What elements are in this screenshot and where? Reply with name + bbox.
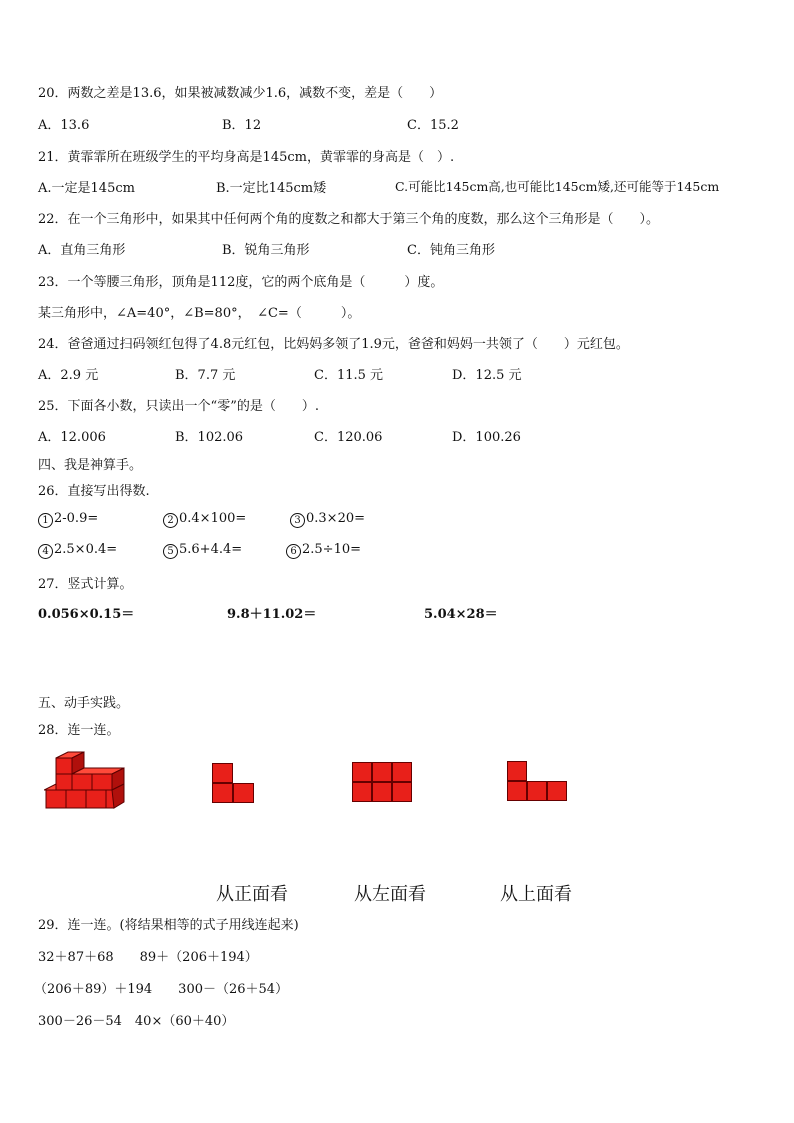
circled-number-4: 4 <box>38 544 53 559</box>
shape3-cube <box>527 781 547 801</box>
q21-option-c: C.可能比145cm高,也可能比145cm矮,还可能等于145cm <box>395 179 720 194</box>
q26-item-3 <box>290 511 365 528</box>
q26-item-2 <box>163 511 246 528</box>
cube-solid-figure <box>44 750 128 812</box>
circled-number-6: 6 <box>286 544 301 559</box>
q28-text: 28．连一连。 <box>38 723 120 738</box>
q26-item-6 <box>286 542 361 559</box>
q24-option-d: D．12.5 元 <box>452 368 522 383</box>
shape2-cube <box>352 762 372 782</box>
q26-expr-2: 0.4×100= <box>179 511 247 526</box>
q26-expr-4: 2.5×0.4= <box>54 542 118 557</box>
q24-option-c: C．11.5 元 <box>314 368 384 383</box>
q27-item-3: 5.04×28＝ <box>424 607 498 622</box>
q20-text: 20．两数之差是13.6，如果被减数减少1.6，减数不变，差是（ ） <box>38 86 443 101</box>
shape1-cube <box>233 783 254 803</box>
circled-number-1: 1 <box>38 513 53 528</box>
shape3-cube <box>547 781 567 801</box>
q29-row-2: （206＋89）＋194 300－（26＋54） <box>34 982 289 997</box>
circled-number-3: 3 <box>290 513 305 528</box>
q20-option-a: A．13.6 <box>38 118 90 133</box>
q22-text: 22．在一个三角形中，如果其中任何两个角的度数之和都大于第三个角的度数，那么这个三角形是（ ）。 <box>38 212 660 227</box>
q26-text: 26．直接写出得数. <box>38 484 150 499</box>
q26-item-5 <box>163 542 242 559</box>
q24-option-a: A．2.9 元 <box>38 368 99 383</box>
q25-option-d: D．100.26 <box>452 430 521 445</box>
q24-text: 24．爸爸通过扫码领红包得了4.8元红包，比妈妈多领了1.9元，爸爸和妈妈一共领了（ ）元红包。 <box>38 337 629 352</box>
circled-number-5: 5 <box>163 544 178 559</box>
q26-item-1 <box>38 511 98 528</box>
q29-text: 29．连一连。(将结果相等的式子用线连起来) <box>38 918 299 933</box>
shape3-cube <box>507 761 527 781</box>
q23-text: 23．一个等腰三角形，顶角是112度，它的两个底角是（ ）度。 <box>38 275 444 290</box>
q29-row-3: 300－26－54 40×（60＋40） <box>38 1014 235 1029</box>
q22-option-c: C．钝角三角形 <box>407 243 495 258</box>
q26-expr-1: 2-0.9= <box>54 511 99 526</box>
q26-expr-6: 2.5÷10= <box>302 542 362 557</box>
shape3-cube <box>507 781 527 801</box>
q25-option-a: A．12.006 <box>38 430 106 445</box>
view-label-left: 从左面看 <box>354 884 426 905</box>
q25-text: 25．下面各小数，只读出一个“零”的是（ ）. <box>38 399 319 414</box>
q24-option-b: B．7.7 元 <box>175 368 236 383</box>
q27-item-2: 9.8＋11.02＝ <box>227 607 317 622</box>
view-label-front: 从正面看 <box>216 884 288 905</box>
q21-text: 21．黄霏霏所在班级学生的平均身高是145cm，黄霏霏的身高是（ ）. <box>38 150 455 165</box>
shape1-cube <box>212 763 233 783</box>
view-shape-3 <box>507 761 567 801</box>
q20-option-b: B．12 <box>222 118 262 133</box>
q22-option-a: A．直角三角形 <box>38 243 126 258</box>
q27-item-1: 0.056×0.15＝ <box>38 607 135 622</box>
shape2-cube <box>392 782 412 802</box>
q27-text: 27．竖式计算。 <box>38 577 133 592</box>
q21-option-a: A.一定是145cm <box>38 181 135 196</box>
q20-option-c: C．15.2 <box>407 118 459 133</box>
q23-sub: 某三角形中，∠A=40°，∠B=80°， ∠C=（ ）。 <box>38 306 361 321</box>
section-5-heading: 五、动手实践。 <box>38 696 130 711</box>
view-shape-2 <box>352 762 412 802</box>
q26-item-4 <box>38 542 117 559</box>
shape1-cube <box>212 783 233 803</box>
q25-option-c: C．120.06 <box>314 430 383 445</box>
circled-number-2: 2 <box>163 513 178 528</box>
q25-option-b: B．102.06 <box>175 430 244 445</box>
section-4-heading: 四、我是神算手。 <box>38 458 143 473</box>
view-shape-1 <box>212 763 254 803</box>
q26-expr-5: 5.6+4.4= <box>179 542 243 557</box>
q22-option-b: B．锐角三角形 <box>222 243 310 258</box>
q21-option-b: B.一定比145cm矮 <box>216 181 327 196</box>
q29-row-1: 32＋87＋68 89＋（206＋194） <box>38 950 258 965</box>
shape2-cube <box>372 782 392 802</box>
shape2-cube <box>352 782 372 802</box>
shape2-cube <box>372 762 392 782</box>
q26-expr-3: 0.3×20= <box>306 511 366 526</box>
view-label-top: 从上面看 <box>500 884 572 905</box>
shape2-cube <box>392 762 412 782</box>
